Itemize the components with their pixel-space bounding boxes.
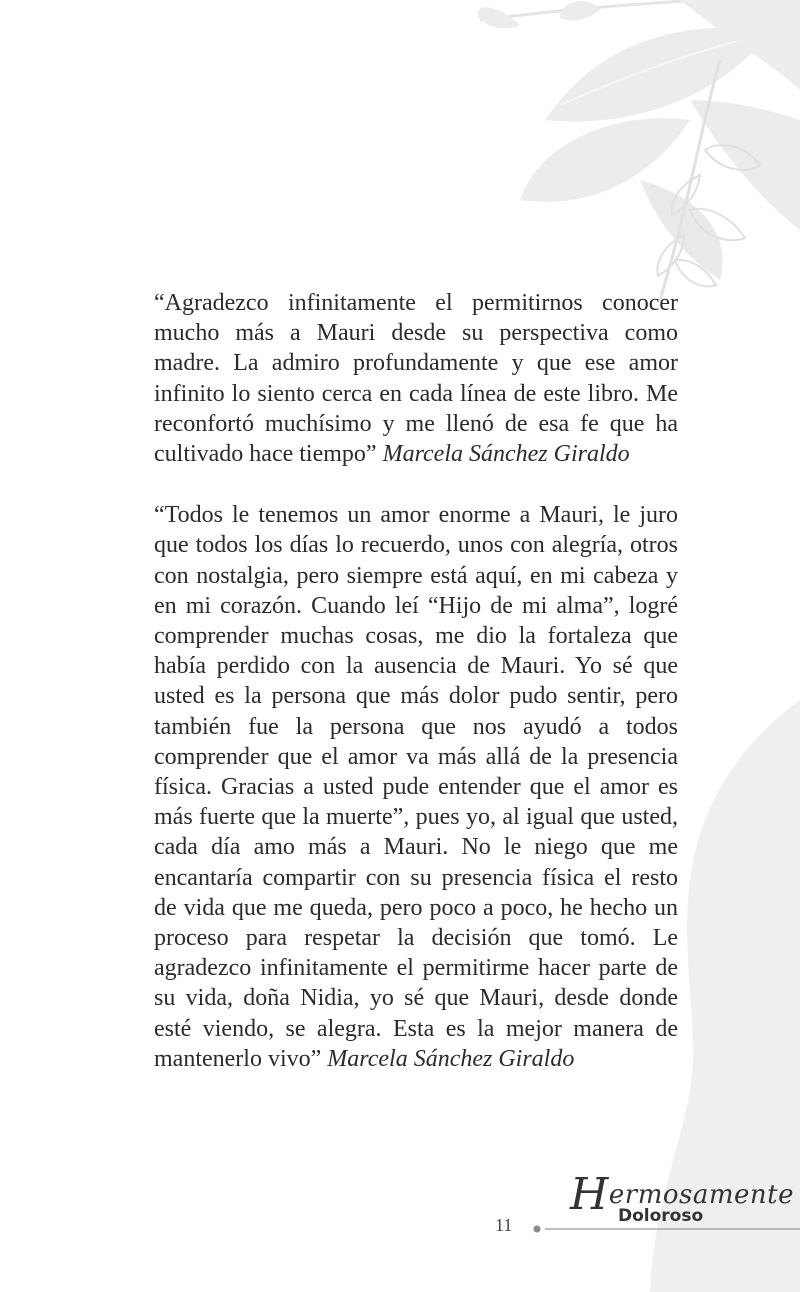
testimonial-author: Marcela Sánchez Giraldo bbox=[382, 441, 630, 468]
testimonial-quote: “Agradezco infinitamente el permitirnos conocer mucho más a Mauri desde su perspectiva como madre. La admiro profundamente y que ese amor infinito lo siento cerca en cada línea de este libro. Me reconfortó muchísimo y me llenó de esa fe que ha cultivado hace tiempo” bbox=[154, 290, 678, 468]
logo-initial: H bbox=[570, 1169, 609, 1220]
footer-rule-dot bbox=[534, 1226, 541, 1233]
page-number: 11 bbox=[495, 1215, 513, 1235]
testimonial-author: Marcela Sánchez Giraldo bbox=[327, 1045, 575, 1072]
testimonial-paragraph-2 bbox=[154, 500, 678, 1074]
testimonials-text bbox=[154, 288, 678, 1105]
testimonial-quote: “Todos le tenemos un amor enorme a Mauri, le juro que todos los días lo recuerdo, unos con alegría, otros con nostalgia, pero siempre está aquí, en mi cabeza y en mi corazón. Cuando leí “Hijo de mi alma”, logré comprender muchas cosas, me dio la fortaleza que había perdido con la ausencia de Mauri. Yo sé que usted es la persona que más dolor pudo sentir, pero también fue la persona que nos ayudó a todos comprender que el amor va más allá de la presencia física. Gracias a usted pude entender que el amor es más fuerte que la muerte”, pues yo, al igual que usted, cada día amo más a Mauri. No le niego que me encantaría compartir con su presencia física el resto de vida que me queda, pero poco a poco, he hecho un proceso para respetar la decisión que tomó. Le agradezco infinitamente el permitirme hacer parte de su vida, doña Nidia, yo sé que Mauri, desde donde esté viendo, se alegra. Esta es la mejor manera de mantenerlo vivo” bbox=[154, 502, 678, 1072]
logo-script-text: ermosamente bbox=[608, 1180, 794, 1210]
leaf-branch-illustration bbox=[478, 0, 800, 300]
testimonial-paragraph-1 bbox=[154, 288, 678, 469]
book-title-subtitle: Doloroso bbox=[618, 1206, 704, 1226]
